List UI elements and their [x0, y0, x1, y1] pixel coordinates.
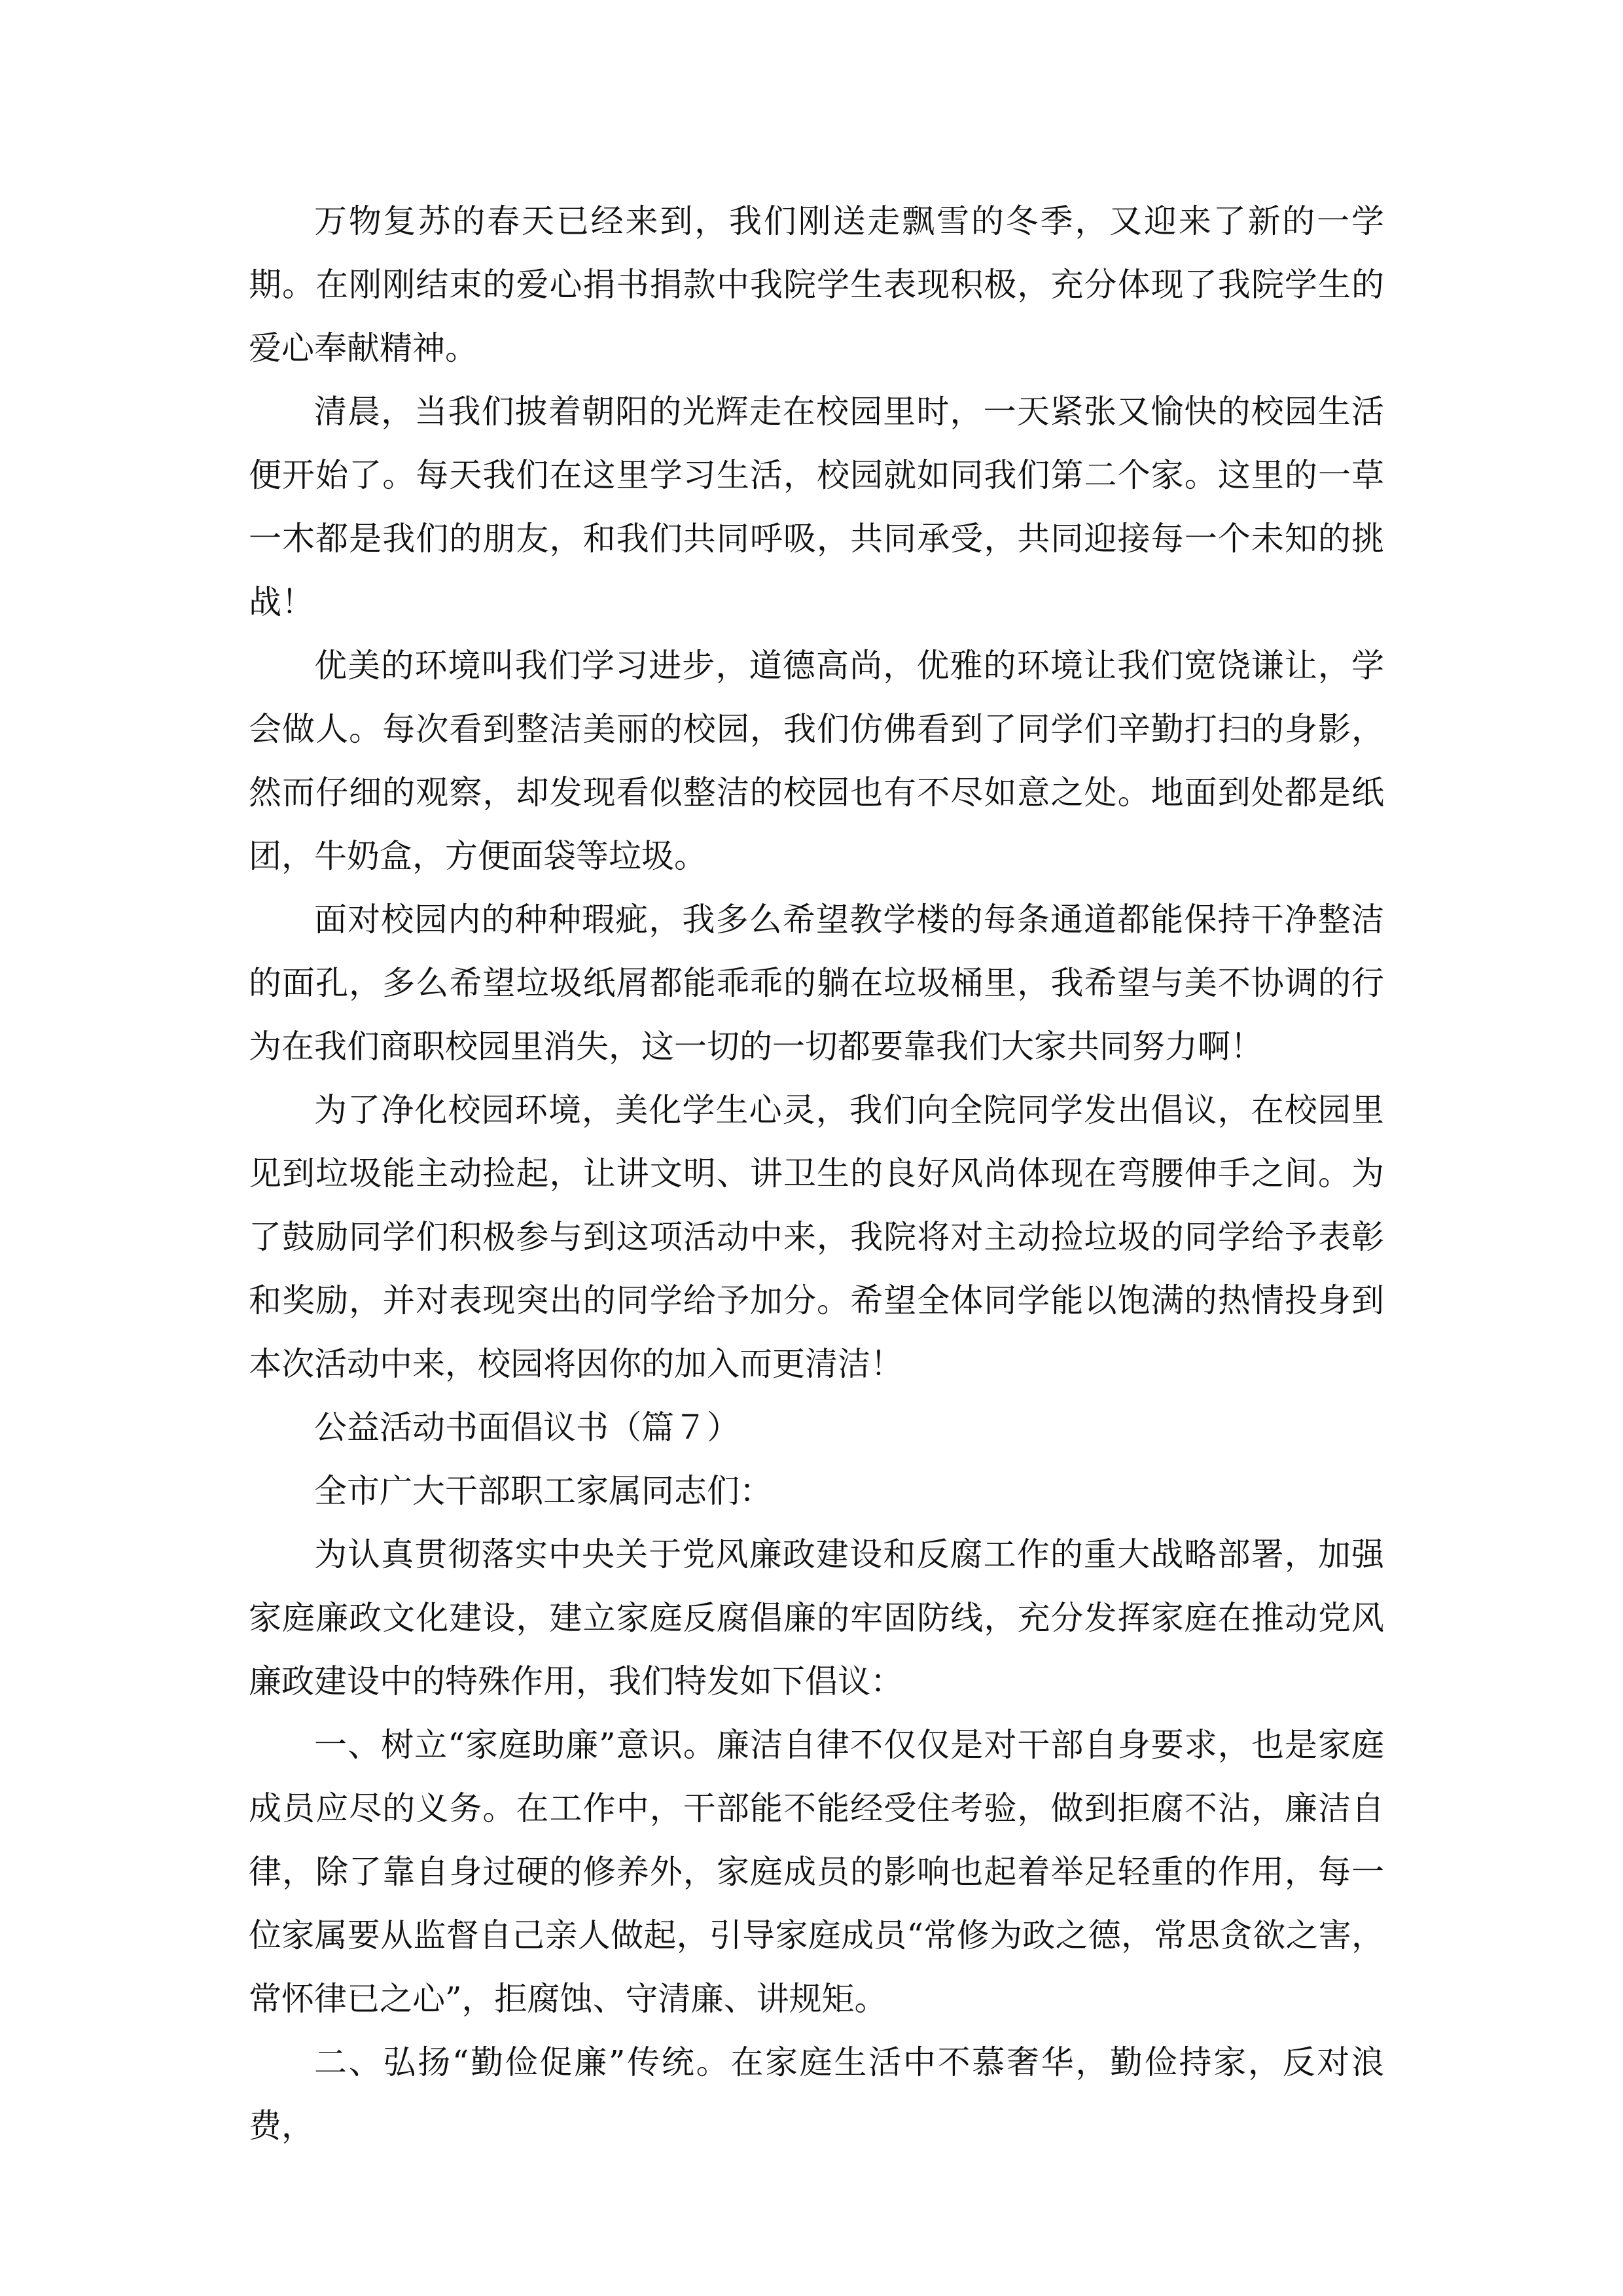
salutation: 全市广大干部职工家属同志们： [314, 1472, 772, 1510]
paragraph-morning: 清晨，当我们披着朝阳的光辉走在校园里时，一天紧张又愉快的校园生活便开始了。每天我们在这里学习生活，校园就如同我们第二个家。这里的一草一木都是我们的朋友，和我们共同呼吸，共同承受，共同迎接每一个未知的挑战！ [249, 393, 1384, 621]
paragraph-flaws: 面对校园内的种种瑕疵，我多么希望教学楼的每条通道都能保持干净整洁的面孔，多么希望垃圾纸屑都能乖乖的躺在垃圾桶里，我希望与美不协调的行为在我们商职校园里消失，这一切的一切都要靠我们大家共同努力啊！ [249, 901, 1384, 1066]
paragraph-spring: 万物复苏的春天已经来到，我们刚送走飘雪的冬季，又迎来了新的一学期。在刚刚结束的爱心捐书捐款中我院学生表现积极，充分体现了我院学生的爱心奉献精神。 [249, 202, 1384, 367]
paragraph-proposal: 为了净化校园环境，美化学生心灵，我们向全院同学发出倡议，在校园里见到垃圾能主动捡起，让讲文明、讲卫生的良好风尚体现在弯腰伸手之间。为了鼓励同学们积极参与到这项活动中来，我院将对主动捡垃圾的同学给予表彰和奖励，并对表现突出的同学给予加分。希望全体同学能以饱满的热情投身到本次活动中来，校园将因你的加入而更清洁！ [249, 1091, 1384, 1383]
paragraph-point-two: 二、弘扬“勤俭促廉”传统。在家庭生活中不慕奢华，勤俭持家，反对浪费， [249, 2043, 1384, 2145]
paragraph-intro: 为认真贯彻落实中央关于党风廉政建设和反腐工作的重大战略部署，加强家庭廉政文化建设，建立家庭反腐倡廉的牢固防线，充分发挥家庭在推动党风廉政建设中的特殊作用，我们特发如下倡议： [249, 1535, 1384, 1700]
section-heading: 公益活动书面倡议书（篇７） [314, 1408, 740, 1446]
document-body [249, 190, 1384, 2158]
paragraph-environment: 优美的环境叫我们学习进步，道德高尚，优雅的环境让我们宽饶谦让，学会做人。每次看到整洁美丽的校园，我们仿佛看到了同学们辛勤打扫的身影，然而仔细的观察，却发现看似整洁的校园也有不尽如意之处。地面到处都是纸团，牛奶盒，方便面袋等垃圾。 [249, 647, 1384, 875]
paragraph-point-one: 一、树立“家庭助廉”意识。廉洁自律不仅仅是对干部自身要求，也是家庭成员应尽的义务。在工作中，干部能不能经受住考验，做到拒腐不沾，廉洁自律，除了靠自身过硬的修养外，家庭成员的影响也起着举足轻重的作用，每一位家属要从监督自己亲人做起，引导家庭成员“常修为政之德，常思贪欲之害，常怀律已之心”，拒腐蚀、守清廉、讲规矩。 [249, 1726, 1384, 2018]
